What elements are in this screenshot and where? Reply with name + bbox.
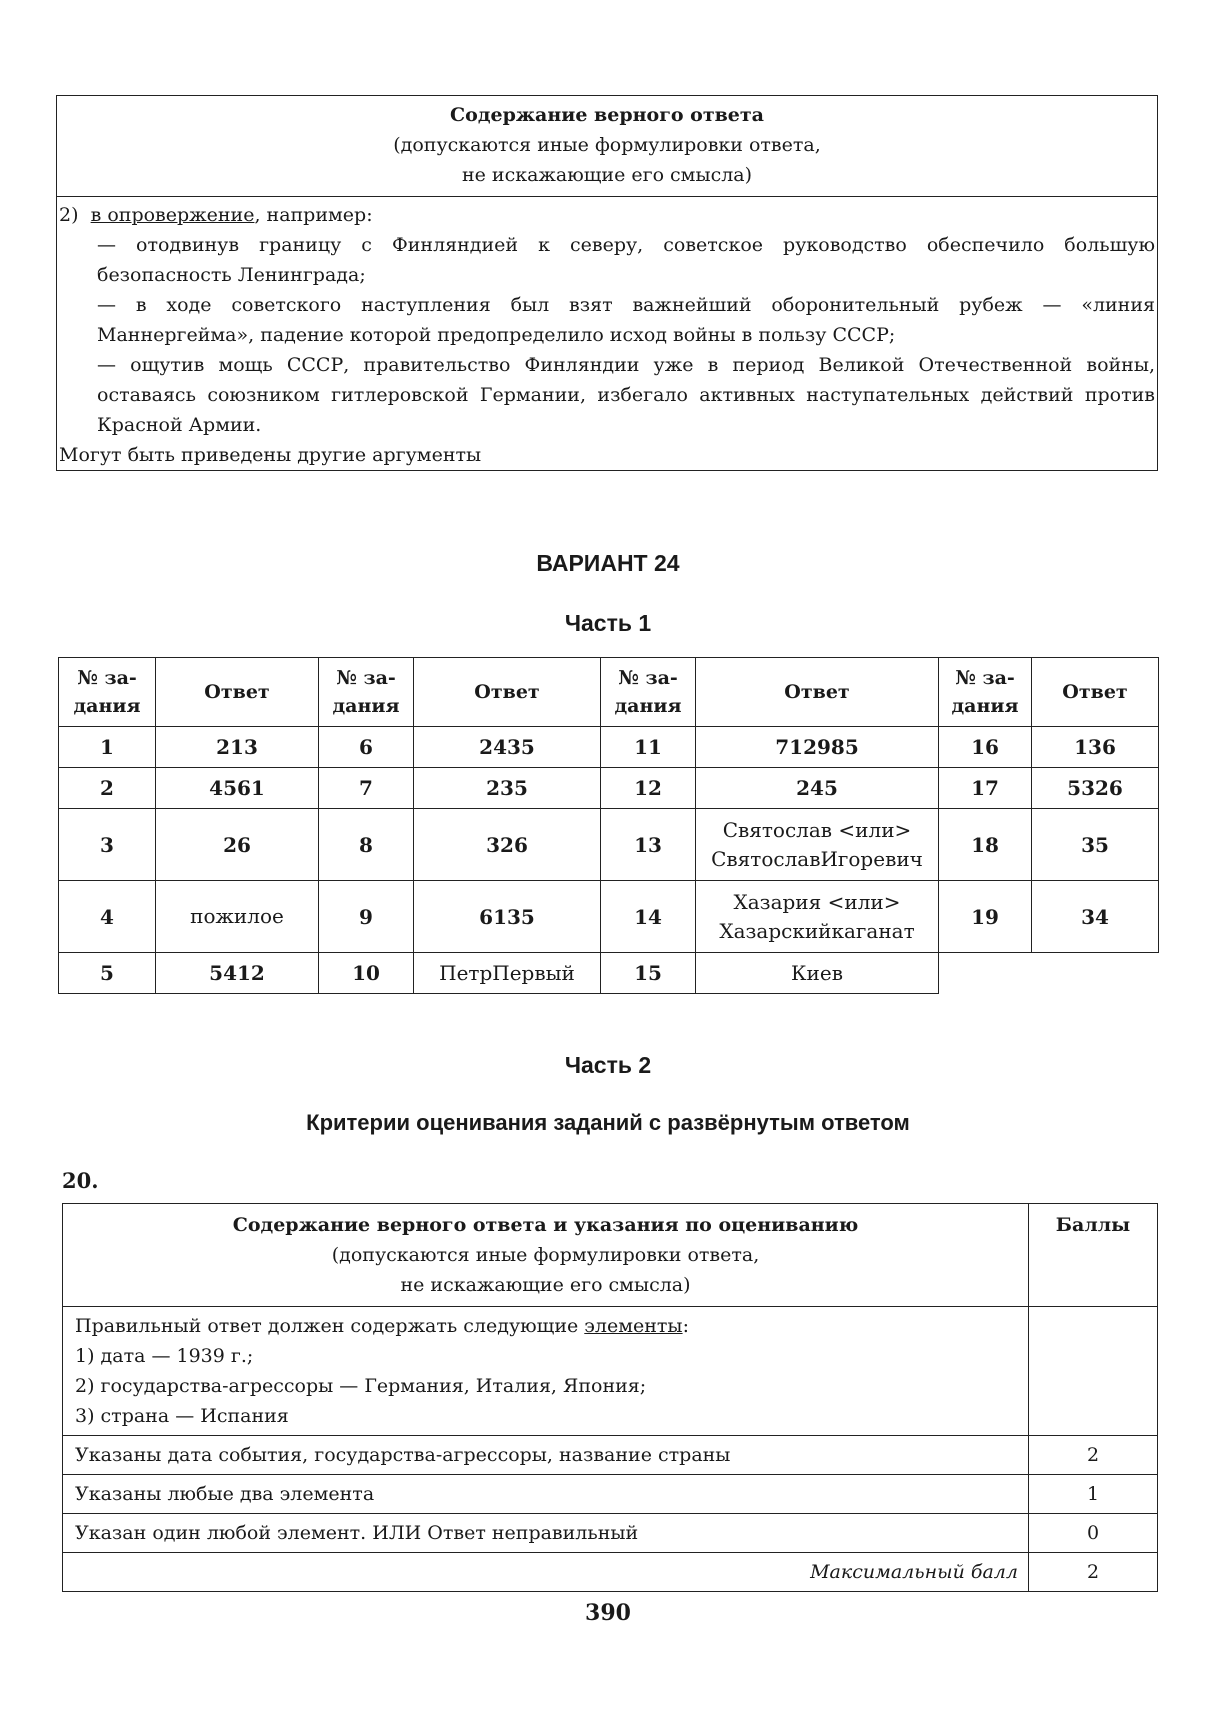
table-row (59, 768, 1159, 809)
task-number: 11 (601, 727, 696, 768)
header-note-line1: (допускаются иные формулировки ответа, (393, 134, 821, 156)
task-answer: 35 (1032, 809, 1159, 881)
criterion-text: Указаны любые два элемента (63, 1475, 1029, 1514)
table-row (59, 727, 1159, 768)
col-header-answer: Ответ (696, 658, 939, 727)
task-answer: ПетрПервый (414, 953, 601, 994)
task-answer: 245 (696, 768, 939, 809)
header-title: Содержание верного ответа (450, 104, 764, 126)
task-number: 16 (939, 727, 1032, 768)
task-number-label: 20. (62, 1168, 99, 1193)
task-number: 6 (319, 727, 414, 768)
criteria-row (63, 1514, 1158, 1553)
task-answer: 6135 (414, 881, 601, 953)
task-answer: Хазария <или> Хазарскийкаганат (696, 881, 939, 953)
page-number: 390 (585, 1600, 631, 1626)
required-elements (63, 1307, 1029, 1436)
task-answer: 235 (414, 768, 601, 809)
col-header-number: № за- дания (939, 658, 1032, 727)
answer-content-table-continued (56, 95, 1158, 471)
task-number: 2 (59, 768, 156, 809)
task-number: 18 (939, 809, 1032, 881)
argument-3: — ощутив мощь СССР, правительство Финляндии уже в период Великой Отечественной войны, оставаясь союзником гитлеровской Германии, избегало активных наступательных действий против Красной Армии. (97, 354, 1155, 436)
task-number: 15 (601, 953, 696, 994)
empty-points-cell (1029, 1307, 1158, 1436)
table-row (59, 953, 1159, 994)
task-answer: 712985 (696, 727, 939, 768)
empty-cell (939, 953, 1032, 994)
task-number: 5 (59, 953, 156, 994)
criteria-row (63, 1475, 1158, 1514)
col-header-number: № за- дания (601, 658, 696, 727)
max-score-value: 2 (1029, 1553, 1158, 1592)
task-answer: 4561 (156, 768, 319, 809)
task-answer: 136 (1032, 727, 1159, 768)
col-header-answer: Ответ (414, 658, 601, 727)
element-2: 2) государства-агрессоры — Германия, Италия, Япония; (75, 1375, 647, 1397)
task-answer: 26 (156, 809, 319, 881)
elements-row (63, 1307, 1158, 1436)
answers-table (58, 657, 1159, 994)
task-number: 7 (319, 768, 414, 809)
task-number: 14 (601, 881, 696, 953)
table-header-row (59, 658, 1159, 727)
task-number: 10 (319, 953, 414, 994)
criterion-text: Указаны дата события, государства-агрессоры, название страны (63, 1436, 1029, 1475)
table-row (59, 881, 1159, 953)
task-number: 4 (59, 881, 156, 953)
argument-2: — в ходе советского наступления был взят важнейший оборонительный рубеж — «линия Маннергейма», падение которой предопределило исход войны в пользу СССР; (97, 294, 1155, 346)
footer-note: Могут быть приведены другие аргументы (59, 444, 482, 466)
criterion-text: Указан один любой элемент. ИЛИ Ответ неправильный (63, 1514, 1029, 1553)
task-number: 13 (601, 809, 696, 881)
col-header-number: № за- дания (319, 658, 414, 727)
task-answer: Киев (696, 953, 939, 994)
task-answer: Святослав <или> СвятославИгоревич (696, 809, 939, 881)
item-lead (59, 200, 1155, 230)
part2-title: Часть 2 (564, 1052, 652, 1078)
elements-intro: Правильный ответ должен содержать следующие элементы: (75, 1315, 689, 1337)
task-answer: 326 (414, 809, 601, 881)
col-header-number: № за- дания (59, 658, 156, 727)
part2-subtitle: Критерии оценивания заданий с развёрнутым ответом (306, 1110, 910, 1135)
col-header-answer: Ответ (1032, 658, 1159, 727)
max-score-row (63, 1553, 1158, 1592)
criterion-points: 2 (1029, 1436, 1158, 1475)
table-header (57, 96, 1157, 197)
argument-1: — отодвинув границу с Финляндией к северу, советское руководство обеспечило большую безопасность Ленинграда; (97, 234, 1155, 286)
task-answer: 2435 (414, 727, 601, 768)
variant-title: ВАРИАНТ 24 (536, 550, 680, 576)
task-number: 1 (59, 727, 156, 768)
task-number: 3 (59, 809, 156, 881)
criterion-points: 1 (1029, 1475, 1158, 1514)
task-number: 12 (601, 768, 696, 809)
task-answer: 213 (156, 727, 319, 768)
task-answer: пожилое (156, 881, 319, 953)
task-answer: 5326 (1032, 768, 1159, 809)
task-answer: 34 (1032, 881, 1159, 953)
table-row (59, 809, 1159, 881)
part1-title: Часть 1 (564, 610, 652, 636)
content-header: Содержание верного ответа и указания по оцениванию (допускаются иные формулировки ответа, не искажающие его смысла) (63, 1204, 1029, 1307)
criteria-row (63, 1436, 1158, 1475)
header-note-line2: не искажающие его смысла) (461, 164, 753, 186)
max-score-label: Максимальный балл (63, 1553, 1029, 1592)
points-header: Баллы (1029, 1204, 1158, 1307)
item-lead-underlined: в опровержение (90, 204, 255, 226)
task-answer: 5412 (156, 953, 319, 994)
table-header-row (63, 1204, 1158, 1307)
col-header-answer: Ответ (156, 658, 319, 727)
criterion-points: 0 (1029, 1514, 1158, 1553)
table-body (57, 197, 1157, 470)
element-3: 3) страна — Испания (75, 1405, 289, 1427)
element-1: 1) дата — 1939 г.; (75, 1345, 254, 1367)
task-number: 9 (319, 881, 414, 953)
task-number: 8 (319, 809, 414, 881)
criteria-table (62, 1203, 1158, 1592)
item-lead-rest: , например: (254, 204, 373, 226)
task-number: 17 (939, 768, 1032, 809)
task-number: 19 (939, 881, 1032, 953)
empty-cell (1032, 953, 1159, 994)
item-number: 2) (59, 204, 79, 226)
